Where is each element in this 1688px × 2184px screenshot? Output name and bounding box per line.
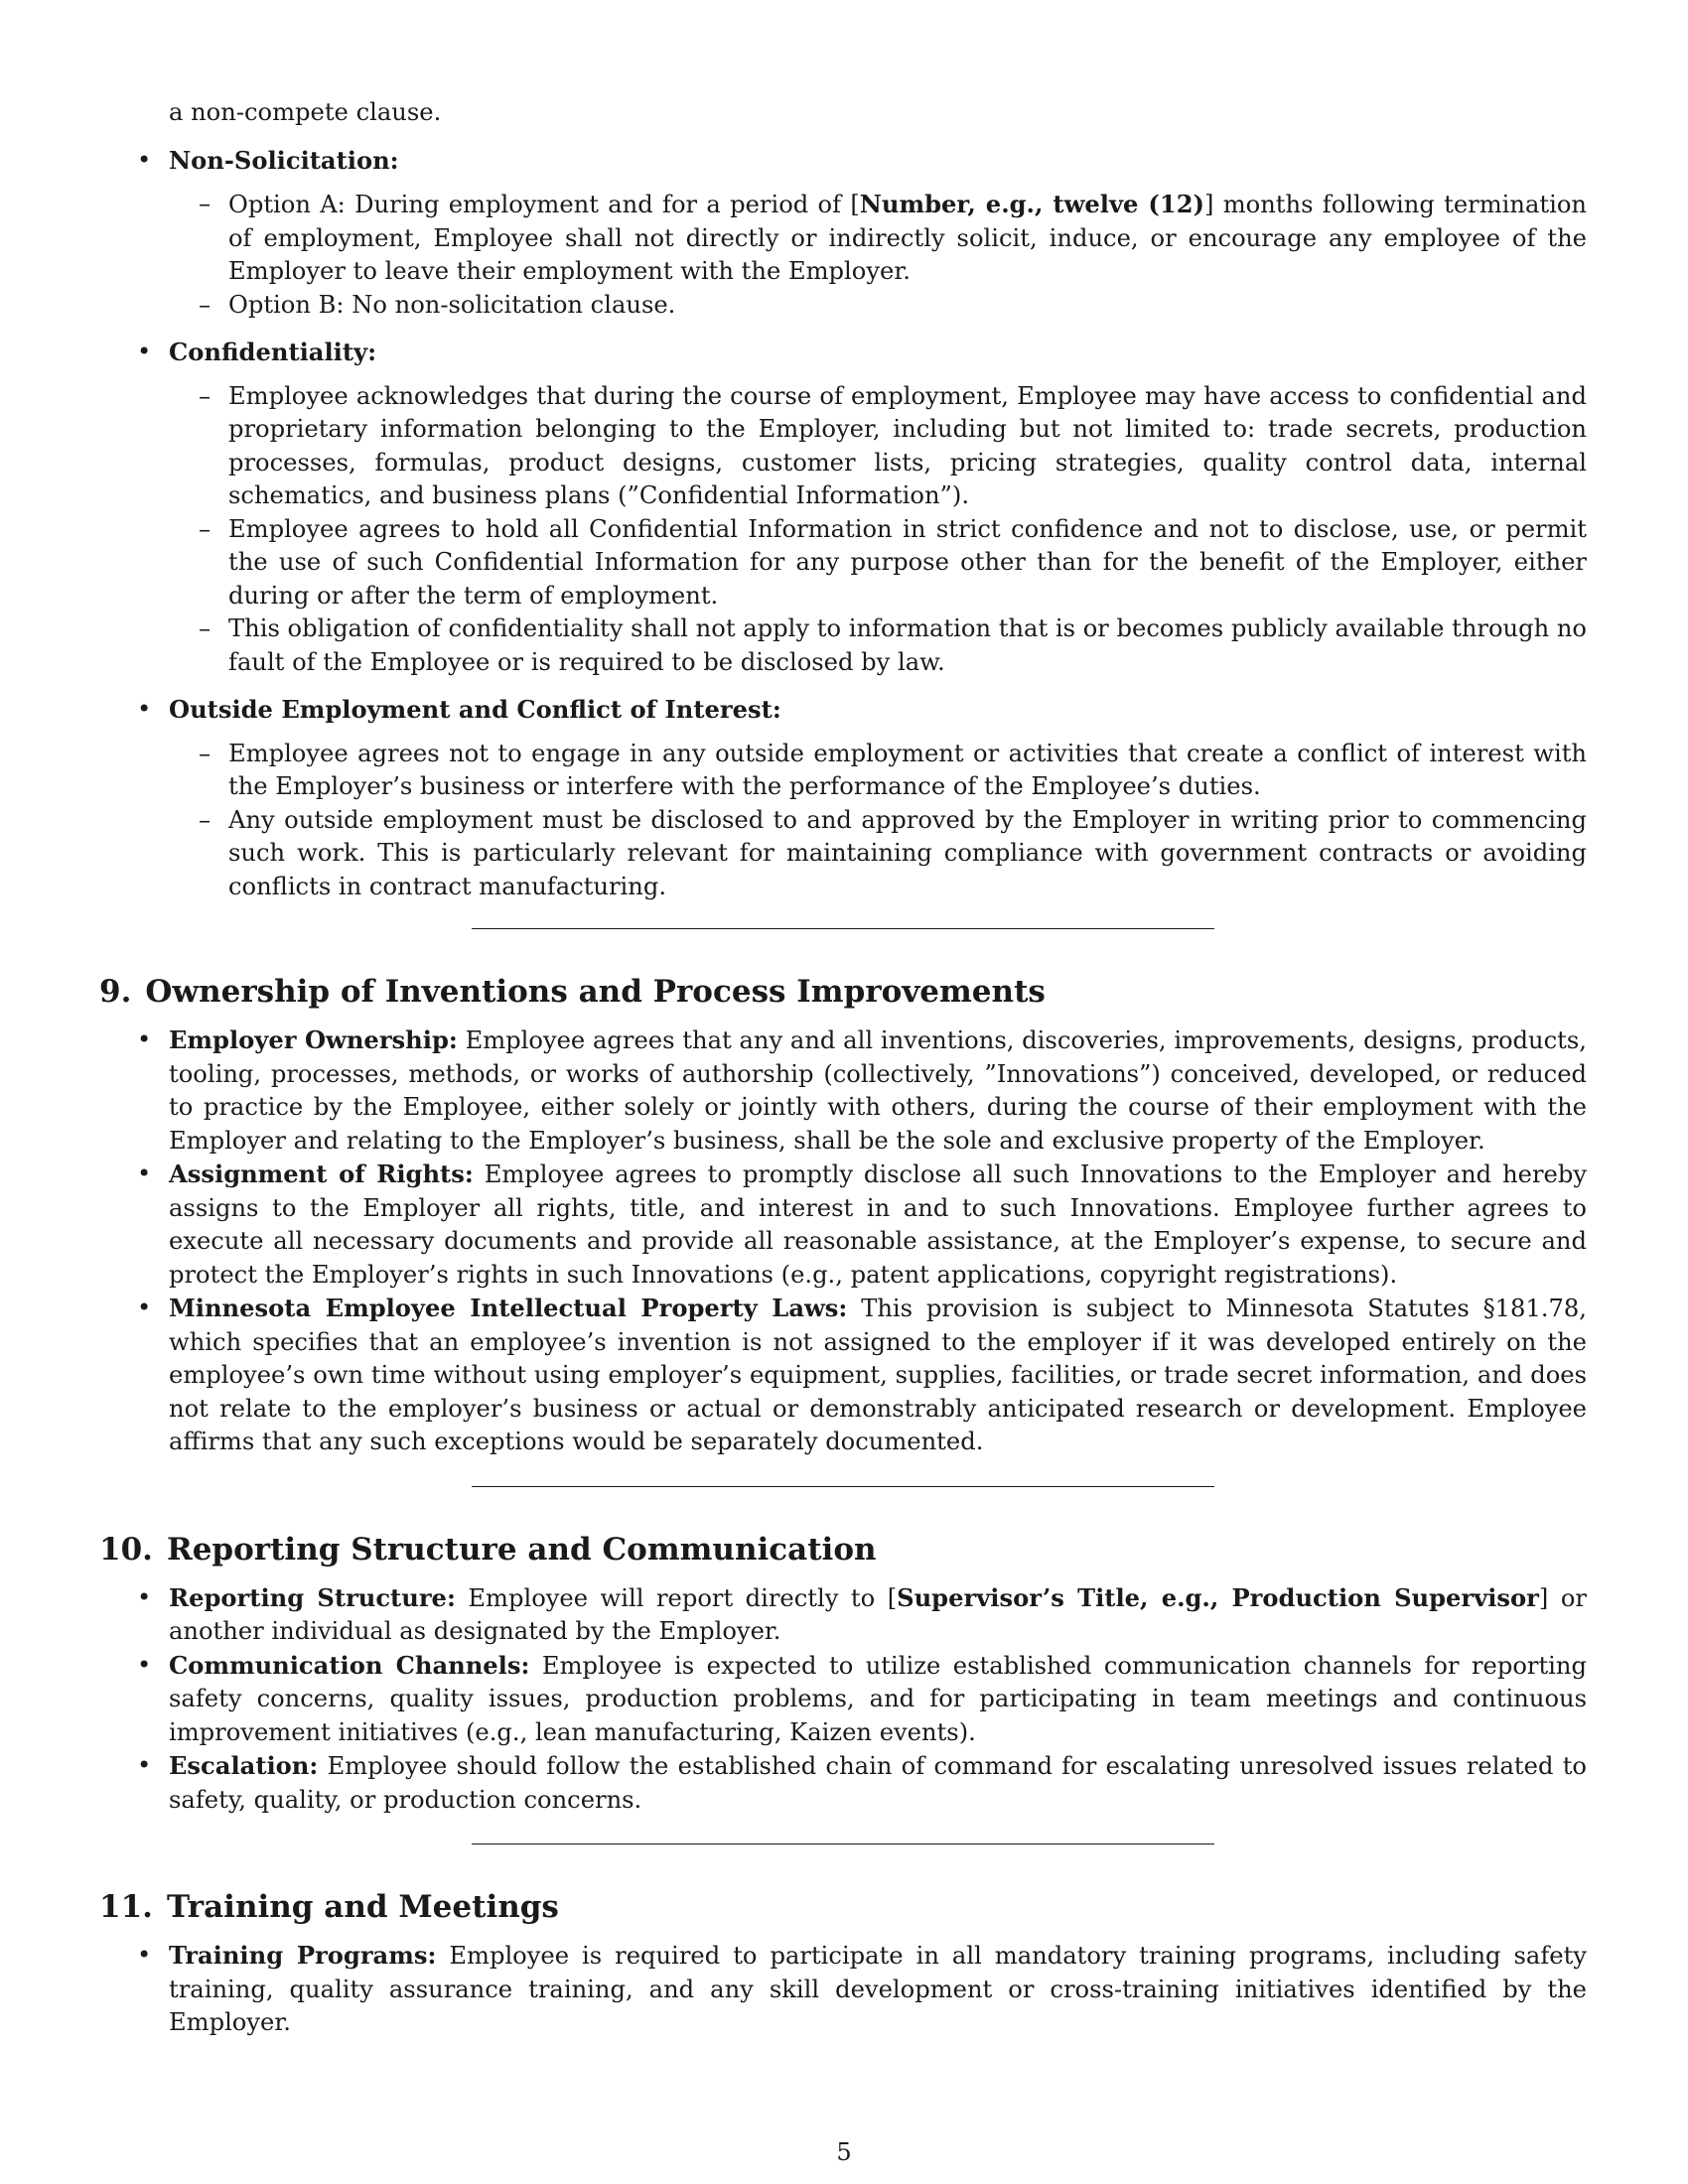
section-10-heading: 10. Reporting Structure and Communication	[99, 1531, 877, 1568]
list-item: • Assignment of Rights: Employee agrees to promptly disclose all such Innovations to the Employer and hereby assigns to the Employer all rights, title, and interest in and to such Innovations. Employee further agrees to execute all necessary documents and provide all reasonable assistance, at the Employer’s expense, to secure and protect the Employer’s rights in such Innovations (e.g., patent applications, copyright registrations).	[99, 1158, 1587, 1292]
section-10-list	[99, 1581, 1587, 1818]
supervisor-placeholder: Supervisor’s Title, e.g., Production Supervisor	[897, 1582, 1539, 1612]
section-divider	[472, 1486, 1214, 1487]
list-item: • Reporting Structure: Employee will report directly to [Supervisor’s Title, e.g., Production Supervisor] or another individual as designated by the Employer.	[99, 1581, 1587, 1649]
option-a: – Option A: During employment and for a period of [Number, e.g., twelve (12)] months following termination of employment, Employee shall not directly or indirectly solicit, induce, or encourage any employee of the Employer to leave their employment with the Employer.	[169, 188, 1587, 289]
section-11-heading: 11. Training and Meetings	[99, 1889, 559, 1925]
page-number: 5	[836, 2138, 852, 2166]
non-solicitation-item	[99, 144, 1587, 323]
intro-continuation: a non-compete clause.	[169, 98, 442, 126]
list-item: – Employee acknowledges that during the course of employment, Employee may have access to confidential and proprietary information belonging to the Employer, including but not limited to: trade secrets, production processes, formulas, product designs, customer lists, pricing strategies, quality control data, internal schematics, and business plans (”Confidential Information”).	[169, 380, 1587, 513]
non-solicitation-label: Non-Solicitation:	[169, 145, 399, 175]
confidentiality-label: Confidentiality:	[169, 338, 377, 366]
non-solicitation-options	[169, 188, 1587, 322]
clause-list	[99, 144, 1587, 904]
section-9-list	[99, 1024, 1587, 1459]
confidentiality-list	[169, 380, 1587, 680]
section-divider	[472, 928, 1214, 929]
list-item: • Training Programs: Employee is required to participate in all mandatory training programs, including safety training, quality assurance training, and any skill development or cross-training initiatives identified by the Employer.	[99, 1939, 1587, 2040]
option-a-placeholder: Number, e.g., twelve (12)	[859, 190, 1204, 218]
section-11-list	[99, 1939, 1587, 2040]
list-item: – Employee agrees to hold all Confidential Information in strict confidence and not to disclose, use, or permit the use of such Confidential Information for any purpose other than for the benefit of the Employer, either during or after the term of employment.	[169, 513, 1587, 614]
outside-employment-label: Outside Employment and Conflict of Interest:	[169, 695, 781, 724]
section-divider	[472, 1843, 1214, 1844]
confidentiality-item	[99, 336, 1587, 679]
section-9-heading: 9. Ownership of Inventions and Process Improvements	[99, 974, 1046, 1010]
list-item: – This obligation of confidentiality shall not apply to information that is or becomes publicly available through no fault of the Employee or is required to be disclosed by law.	[169, 613, 1587, 679]
list-item: • Minnesota Employee Intellectual Property Laws: This provision is subject to Minnesota Statutes §181.78, which specifies that an employee’s invention is not assigned to the employer if it was developed entirely on the employee’s own time without using employer’s equipment, supplies, facilities, or trade secret information, and does not relate to the employer’s business or actual or demonstrably anticipated research or development. Employee affirms that any such exceptions would be separately documented.	[99, 1292, 1587, 1459]
option-b: – Option B: No non-solicitation clause.	[169, 289, 1587, 323]
outside-employment-list	[169, 738, 1587, 904]
outside-employment-item	[99, 693, 1587, 903]
list-item: • Employer Ownership: Employee agrees that any and all inventions, discoveries, improvements, designs, products, tooling, processes, methods, or works of authorship (collectively, ”Innovations”) conceived, developed, or reduced to practice by the Employee, either solely or jointly with others, during the course of their employment with the Employer and relating to the Employer’s business, shall be the sole and exclusive property of the Employer.	[99, 1024, 1587, 1158]
list-item: – Employee agrees not to engage in any outside employment or activities that create a conflict of interest with the Employer’s business or interfere with the performance of the Employee’s duties.	[169, 738, 1587, 804]
list-item: • Escalation: Employee should follow the established chain of command for escalating unresolved issues related to safety, quality, or production concerns.	[99, 1749, 1587, 1817]
list-item: • Communication Channels: Employee is expected to utilize established communication channels for reporting safety concerns, quality issues, production problems, and for participating in team meetings and continuous improvement initiatives (e.g., lean manufacturing, Kaizen events).	[99, 1649, 1587, 1750]
list-item: – Any outside employment must be disclosed to and approved by the Employer in writing prior to commencing such work. This is particularly relevant for maintaining compliance with government contracts or avoiding conflicts in contract manufacturing.	[169, 804, 1587, 904]
